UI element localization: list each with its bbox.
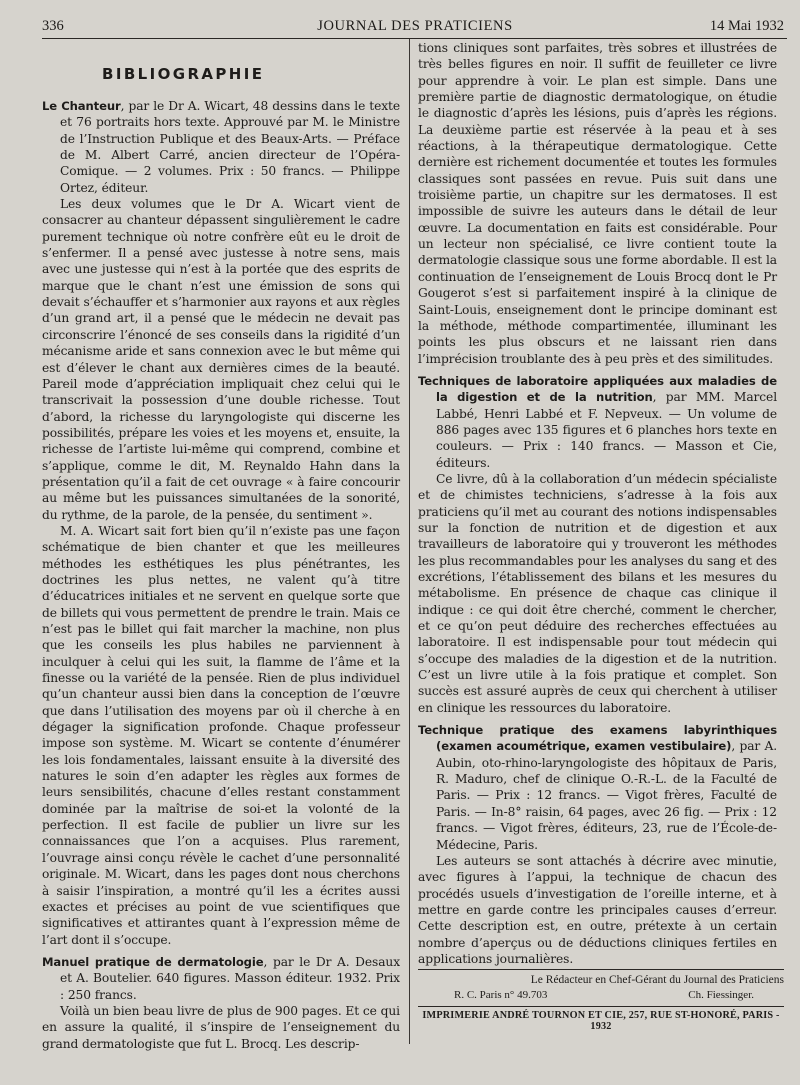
imprint-footer bbox=[418, 969, 784, 1032]
header-rule bbox=[42, 38, 787, 39]
book-title: Techniques de laboratoire appliquées aux maladies de la digestion et de la nutrition bbox=[418, 373, 777, 405]
editor-line: Le Rédacteur en Chef-Gérant du Journal des Praticiens bbox=[530, 974, 784, 986]
column-divider bbox=[409, 39, 410, 1044]
right-column bbox=[418, 40, 777, 967]
printer-line: IMPRIMERIE ANDRÉ TOURNON ET CIE, 257, RUE ST-HONORÉ, PARIS - 1932 bbox=[422, 1010, 780, 1032]
book-entry-manuel-dermatologie bbox=[42, 954, 400, 1003]
book-entry-le-chanteur bbox=[42, 98, 400, 196]
footer-rule bbox=[418, 1006, 784, 1007]
issue-date: 14 Mai 1932 bbox=[709, 18, 784, 34]
editor-name: Ch. Fiessinger. bbox=[688, 989, 754, 1001]
book-title: Manuel pratique de dermatologie bbox=[42, 954, 264, 969]
book-info: , par le Dr A. Wicart, 48 dessins dans le texte et 76 portraits hors texte. Approuvé par M. le Ministre de l’Instruction Publique et des Beaux-Arts. — Préface de M. Albert Carré, ancien directeur de l’Opéra-Comique. — 2 volumes. Prix : 50 francs. — Philippe Ortez, éditeur. bbox=[60, 99, 401, 195]
footer-rule bbox=[418, 969, 784, 970]
registration-line bbox=[418, 988, 784, 1002]
review-paragraph: Voilà un bien beau livre de plus de 900 pages. Et ce qui en assure la qualité, il s’inspire de l’enseignement du grand dermatologiste que fut L. Brocq. Les descrip- bbox=[42, 1003, 400, 1051]
book-entry-examens-labyrinthiques bbox=[418, 722, 777, 853]
book-info: , par MM. Marcel Labbé, Henri Labbé et F. Nepveux. — Un volume de 886 pages avec 135 figures et 6 planches hors texte en couleurs. — Prix : 140 francs. — Masson et Cie, éditeurs. bbox=[436, 390, 778, 470]
review-paragraph: Les auteurs se sont attachés à décrire avec minutie, avec figures à l’appui, la technique de chacun des procédés usuels d’investigation de l’oreille interne, et à mettre en garde contre les principales causes d’erreur. Cette description est, en outre, prétexte à un certain nombre d’aperçus ou de déductions cliniques fertiles en applications journalières. bbox=[418, 853, 777, 966]
review-paragraph: tions cliniques sont parfaites, très sobres et illustrées de très belles figures en noir. Il suffit de feuilleter ce livre pour apprendre à voir. Le plan est simple. Dans une première partie de diagnostic dermatologique, on étudie le diagnostic d’après les lésions, puis d’après les régions. La deuxième partie est réservée à la peau et à ses réactions, à la thérapeutique dermatologique. Cette dernière est richement documentée et toutes les formules classiques sont passées en revue. Puis suit dans une troisième partie, un chapitre sur les dermatoses. Il est impossible de suivre les auteurs dans le détail de leur œuvre. La documentation en faits est considérable. Pour un lecteur non spécialisé, ce livre contient toute la dermatologie classique sous une forme abordable. Il est la continuation de l’enseignement de Louis Brocq dont le Pr Gougerot s’est si parfaitement inspiré à la clinique de Saint-Louis, enseignement dont le principe dominant est la méthode, méthode compartimentée, illuminant les points les plus obscurs et ne laissant rien dans l’imprécision troublante des à peu près et des similitudes. bbox=[418, 41, 777, 366]
registration-number: R. C. Paris n° 49.703 bbox=[454, 989, 548, 1001]
review-paragraph: M. A. Wicart sait fort bien qu’il n’existe pas une façon schématique de bien chanter et que les meilleures méthodes les esthétiques les plus pénétrantes, les doctrines les plus nettes, ne valent qu’à titre d’éducatrices initiales et ne servent en quelque sorte que de billets qui vous permettent de prendre le train. Mais ce n’est pas le billet qui fait marcher la machine, non plus que les conseils les plus habiles ne parviennent à inculquer à celui qui les suit, la flamme de l’âme et la finesse ou la variété de la pensée. Rien de plus individuel qu’un chanteur aussi bien dans la conception de l’œuvre que dans l’utilisation des moyens par où il cherche à en dégager la signification profonde. Chaque professeur impose son système. M. Wicart se contente d’énumérer les lois fondamentales, laissant ensuite à la diversité des natures le soin d’en adapter les règles aux formes de leurs sensibilités, chacune d’elles restant constamment dominée par la maîtrise de soi-et la volonté de la perfection. Il est facile de publier un livre sur les connaissances que l’on a acquises. Plus rarement, l’ouvrage ainsi conçu révèle le cachet d’une personnalité originale. M. Wicart, dans les pages dont nous cherchons à saisir l’inspiration, a montré qu’il les a écrites aussi exactes et précises au point de vue scientifiques que significatives et attirantes quant à l’expression même de l’art dont il s’occupe. bbox=[42, 523, 401, 947]
book-info: , par A. Aubin, oto-rhino-laryngologiste des hôpitaux de Paris, R. Maduro, chef de clinique O.-R.-L. de la Faculté de Paris. — Prix : 12 francs. — Vigot frères, Faculté de Paris. — In-8° raisin, 64 pages, avec 26 fig. — Prix : 12 francs. — Vigot frères, éditeurs, 23, rue de l’École-de-Médecine, Paris. bbox=[436, 739, 778, 852]
book-info: , par le Dr A. Desaux et A. Boutelier. 640 figures. Masson éditeur. 1932. Prix : 250 francs. bbox=[60, 954, 401, 1002]
running-header bbox=[42, 16, 788, 38]
journal-title: JOURNAL DES PRATICIENS bbox=[317, 18, 513, 34]
review-paragraph: Ce livre, dû à la collaboration d’un médecin spécialiste et de chimistes techniciens, s’adresse à la fois aux praticiens qu’il met au courant des notions indispensables sur la fonction de nutrition et de digestion et aux travailleurs de laboratoire qui y trouveront les méthodes les plus recommandables pour les analyses du sang et des excrétions, l’établissement des bilans et les mesures du métabolisme. En présence de chaque cas clinique il indique : ce qui doit être cherché, comment le chercher, et ce qu’on peut déduire des recherches effectuées au laboratoire. Il est indispensable pour tout médecin qui s’occupe des maladies de la digestion et de la nutrition. C’est un livre utile à la fois pratique et complet. Son succès est assuré auprès de ceux qui cherchent à utiliser en clinique les ressources du laboratoire. bbox=[418, 471, 777, 715]
book-title: Technique pratique des examens labyrinthiques (examen acoumétrique, examen vestibulaire) bbox=[418, 723, 777, 754]
book-entry-techniques-laboratoire bbox=[418, 373, 777, 471]
review-paragraph: Les deux volumes que le Dr A. Wicart vient de consacrer au chanteur dépassent singulièrement le cadre purement technique où notre confrère eût eu le droit de s’enfermer. Il a pensé avec justesse à notre sens, mais avec une justesse qui n’est à la portée que des esprits de marque que le chant n’est une émission de sons qui devait s’échauffer et s’harmonier aux rayons et aux règles d’un grand art, il a pensé que le médecin ne devait pas circonscrire l’énoncé de ses conseils dans la rigidité d’un mécanisme aride et sans connexion avec le but même qui est d’élever le chant aux dernières cimes de la beauté. Pareil mode d’appréciation impliquait chez celui qui le transcrivait la possession d’une double richesse. Tout d’abord, la richesse du laryngologiste qui discerne les possibilités, prépare les voies et les moyens et, ensuite, la richesse de l’artiste lui-même qui comprend, combine et s’applique, comme le dit, M. Reynaldo Hahn dans la présentation qu’il a fait de cet ouvrage « à faire concourir au même but les puissances simultanées de la sonorité, du rythme, de la parole, de la pensée, du sentiment ». bbox=[42, 197, 400, 522]
section-title: BIBLIOGRAPHIE bbox=[102, 65, 265, 83]
book-title: Le Chanteur bbox=[42, 99, 121, 113]
page-number: 336 bbox=[42, 18, 64, 34]
left-column bbox=[42, 60, 400, 1052]
